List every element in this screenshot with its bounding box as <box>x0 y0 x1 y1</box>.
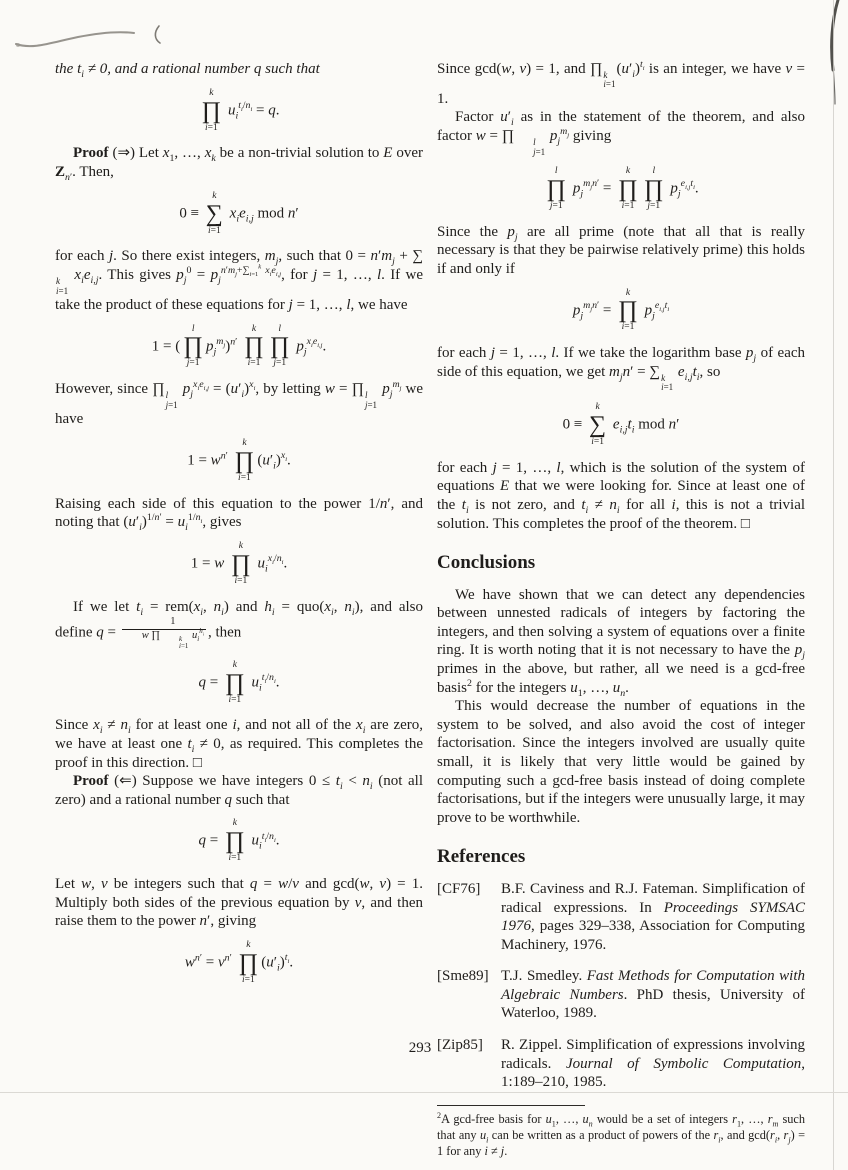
paragraph: for each j = 1, …, l. If we take the logarithm base $p_j$ of each side of this equation, we get $m_jn'$ = ∑ k i=1 $e_{i,j}t_i$, so <box>437 345 806 393</box>
reference-tag: [CF76] <box>437 880 481 897</box>
display-formula: 1 = ( l ∏ j=1 $p_j^{m_j})^{n'}$ k ∏ i=1 l ∏ j=1 $p_j^{x_ie_{i,j}}$. <box>151 323 327 369</box>
page-number: 293 <box>408 1040 432 1056</box>
paragraph: Raising each side of this equation to the power 1/n′, and noting that $(u'_i)^{1/n'} = u_i^{1/n_i}$, gives <box>55 495 423 534</box>
paragraph: We have shown that we can detect any dependencies between unnested radicals of integers by factoring the integers, and then solving a system of equations over a finite ring. It is worth noting that it is not necessary to have the $p_j$ primes in the above, but rather, all we need is a gcd-free basis$^2$ for the integers $u_1$, …, $u_n$. <box>437 586 805 699</box>
paragraph: Since the $p_j$ are all prime (note that all that is really necessary is that they be pairwise relatively prime) this holds if and only if <box>437 223 805 277</box>
left-column <box>55 60 423 997</box>
reference-text: B.F. Caviness and R.J. Fateman. Simplification of radical expressions. In Proceedings SYMSAC 1976, pages 329–338, Association for Computing Machinery, 1976. <box>501 880 805 953</box>
reference-item <box>437 967 805 1023</box>
paragraph: Since $x_i \ne n_i$ for at least one i, and not all of the $x_i$ are zero, we have at least one $t_i \ne 0$, as required. This completes the proof in this direction. □ <box>55 717 424 771</box>
right-column <box>437 60 805 1160</box>
reference-tag: [Sme89] <box>437 968 489 985</box>
reference-tag: [Zip85] <box>437 1037 483 1054</box>
display-formula: 0 ≡ k ∑ i=1 $e_{i,j}t_i$ mod n′ <box>562 401 680 447</box>
display-formula: q = k ∏ i=1 $u_i^{t_i/n_i}$. <box>198 818 280 864</box>
display-formula: $1 = w^{n'}$ k ∏ i=1 $(u'_i)^{x_i}$. <box>187 437 291 483</box>
display-formula: 0 ≡ k ∑ i=1 $x_ie_{i,j}$ mod n′ <box>179 190 299 236</box>
reference-text: T.J. Smedley. Fast Methods for Computation with Algebraic Numbers. PhD thesis, University of Waterloo, 1989. <box>501 968 805 1022</box>
display-formula: $p_j^{m_jn'}$ = k ∏ i=1 $p_j^{e_{i,j}t_i}$ <box>572 287 670 333</box>
reference-text: R. Zippel. Simplification of expressions involving radicals. Journal of Symbolic Computation, 1:189–210, 1985. <box>501 1037 806 1091</box>
display-formula: l ∏ j=1 $p_j^{m_jn'}$ = k ∏ i=1 l ∏ j=1 $p_j^{e_{i,j}t_i}$. <box>546 165 699 211</box>
paragraph: Let w, v be integers such that q = w/v and gcd(w, v) = 1. Multiply both sides of the previous equation by v, and then raise them to the power n′, giving <box>55 876 423 930</box>
paragraph: for each j. So there exist integers, $m_j$, such that $0 = n'm_j$ + ∑ k i=1 $x_ie_{i,j}$. This gives $p_j^0 = p_j^{n'm_j+\sum_{i=1}^k x_ie_{i,j}}$, for j = 1, …, l. If we take the product of these equations for j = 1, …, l, we have <box>55 248 424 313</box>
display-formula: $w^{n'} = v^{n'}$ k ∏ i=1 $(u'_i)^{t_i}$. <box>184 940 294 985</box>
reference-item <box>437 880 805 954</box>
paragraph: Since gcd(w, v) = 1, and ∏ k i=1 $(u'_i)^{t_i}$ is an integer, we have v = 1. <box>437 59 806 107</box>
paragraph: Factor $u'_i$ as in the statement of the theorem, and also factor w = ∏ l j=1 $p_j^{m_j}$ giving <box>437 109 805 157</box>
scan-scratch-artifact <box>805 0 848 110</box>
page-edge-line <box>833 0 834 1170</box>
display-formula: k ∏ i=1 $u_i^{t_i/n_i} = q$. <box>201 87 280 133</box>
conclusions-heading: Conclusions <box>437 552 536 574</box>
footnote-text: $^2$A gcd-free basis for $u_1$, …, $u_n$ would be a set of integers $r_1$, …, $r_m$ such that any $u_i$ can be written as a product of powers of the $r_i$, and $\gcd(r_i$, $r_j) = 1$ for any i ≠ j. <box>437 1110 806 1159</box>
paragraph: Proof (⇒) Let $x_1$, …, $x_k$ be a non-trivial solution to E over $Z_{n'}$. Then, <box>55 145 424 184</box>
display-formula: q = k ∏ i=1 $u_i^{t_i/n_i}$. <box>198 659 280 705</box>
paragraph: This would decrease the number of equations in the system to be solved, and also avoid the cost of integer factorisation. Since the integers involved are usually quite small, it is likely that very little would be gained by computing such a gcd-free basis instead of doing complete factorisations, but if the integers were unusually large, it may prove to be worthwhile. <box>437 698 805 826</box>
pen-mark-artifact <box>8 20 178 65</box>
display-formula: 1 = w k ∏ i=1 $u_i^{x_i/n_i}$. <box>190 540 288 586</box>
paragraph: However, since ∏ l j=1 $p_j^{x_ie_{i,j}} = (u'_i)^{x_i}$, by letting w = ∏ l j=1 $p_j^{m_j}$ we have <box>55 379 424 428</box>
references-heading: References <box>437 846 526 868</box>
paragraph: If we let $t_i = rem(x_i$, $n_i$) and $h_i = quo(x_i$, $n_i$), and also define q = 1 w ∏ k i=1 $u_i^{h_i}$ , then <box>55 598 423 651</box>
footnote-rule <box>437 1105 585 1106</box>
paragraph: for each j = 1, …, l, which is the solution of the system of equations E that we were looking for. Since at least one of the $t_i$ is not zero, and $t_i \ne n_i$ for all i, this is not a trivial solution. This completes the proof of the theorem. □ <box>437 459 806 532</box>
paragraph: Proof (⇐) Suppose we have integers $0 \le t_i < n_i$ (not all zero) and a rational number q such that <box>55 773 424 808</box>
continuation-paragraph: the $t_i \ne 0$, and a rational number q such that <box>55 61 320 80</box>
